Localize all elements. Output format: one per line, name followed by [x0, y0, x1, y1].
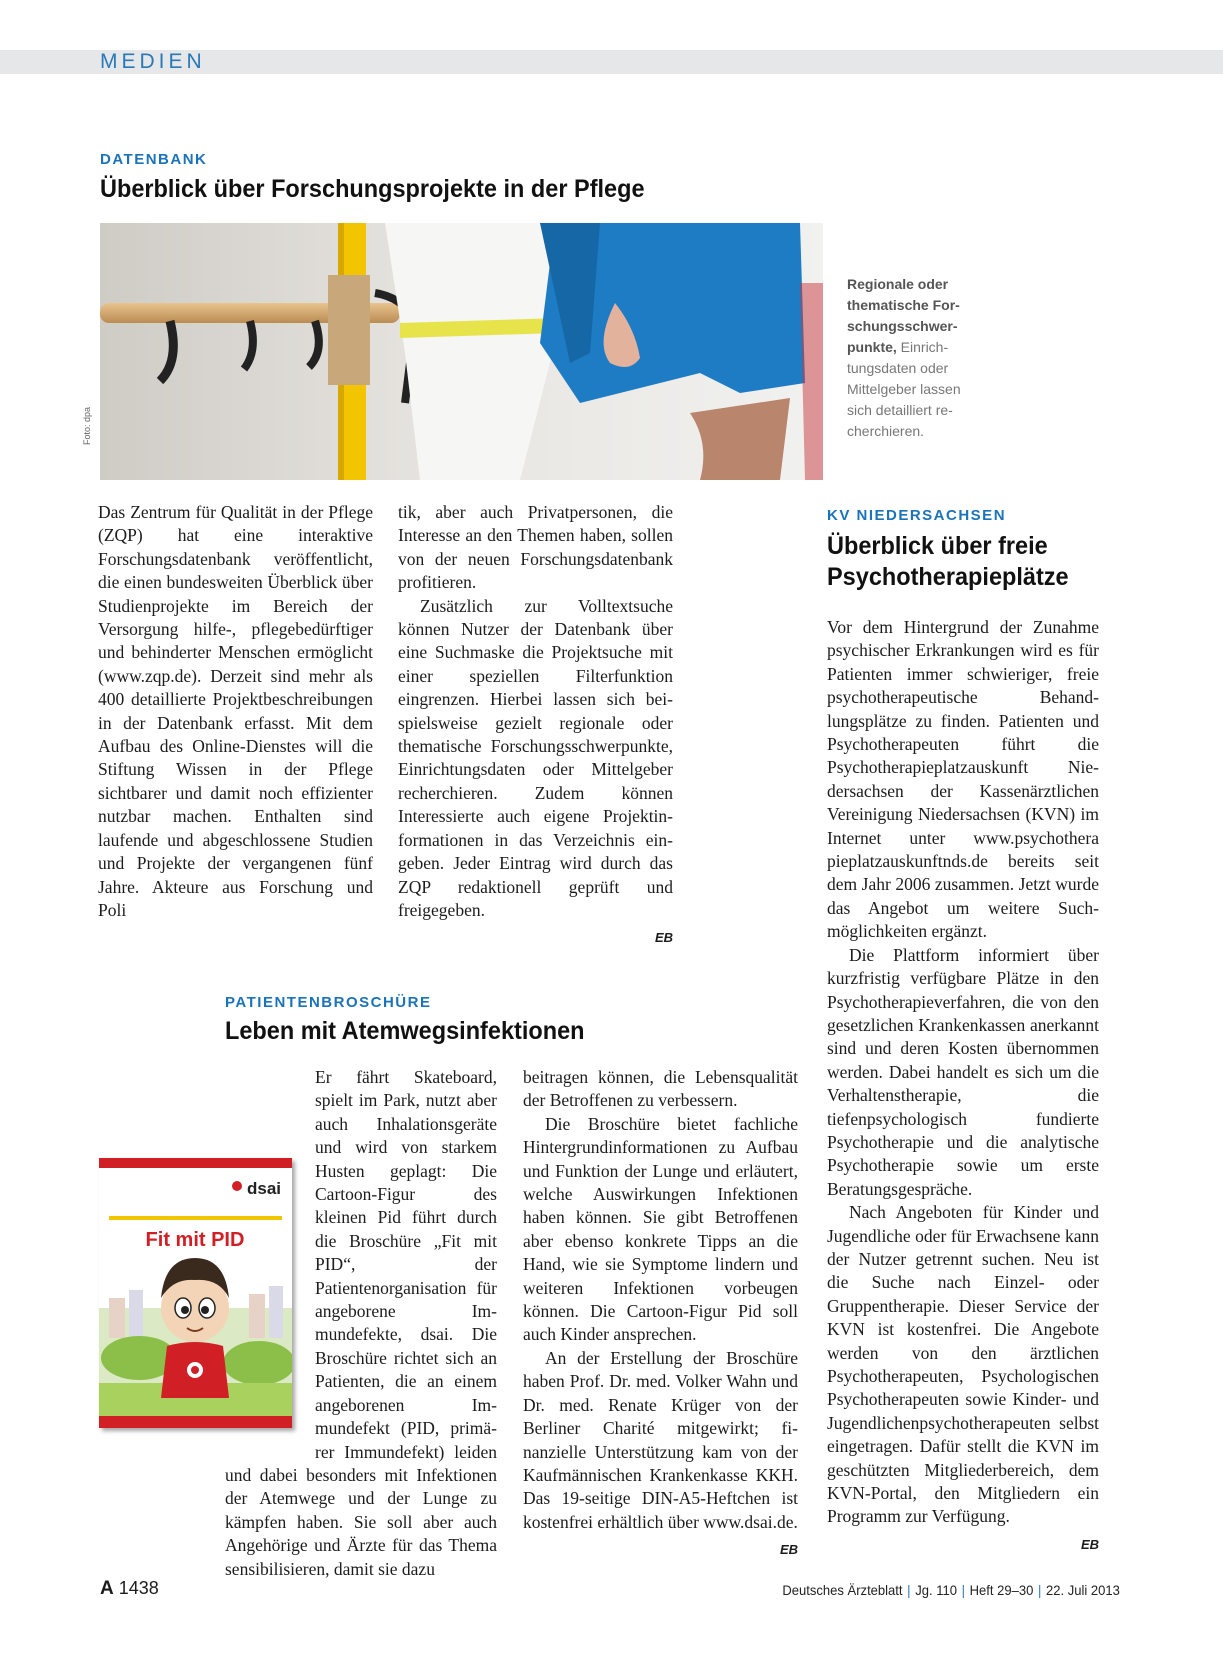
article3-column [827, 616, 1099, 1556]
article2-col1-text: Er fährt Skateboard, spielt im Park, nutzt aber auch Inhalationsgeräte und wird von starkem Husten geplagt: Die Cartoon-Figur des kleinen Pid führt durch die Broschüre „Fit mit PID“, der Patientenorganisation für angeborene Immundefekte, dsai. Die Broschüre richtet sich an Patienten, die an einem angeborenen Immundefekt (PID, primärer Immundefekt) leiden und dabei besonders mit Infektionen der Atemwege und der Lunge zu kämpfen haben. Sie soll aber auch Angehörige und Ärzte für das Thema sensibilisieren, damit sie dazu [225, 1067, 497, 1579]
journal-date: 22. Juli 2013 [1046, 1582, 1120, 1598]
footer-separator: | [961, 1582, 966, 1598]
rehab-walking-photo-illustration [100, 223, 823, 480]
page-letter: A [100, 1578, 114, 1599]
photo-caption [847, 274, 975, 442]
article1-author: EB [654, 930, 673, 946]
article1-column2 [398, 501, 673, 950]
article2-kicker: PATIENTENBROSCHÜRE [225, 994, 432, 1011]
journal-name: Deutsches Ärzteblatt [782, 1582, 903, 1598]
page-number [100, 1578, 159, 1600]
article2-col2-p2: Die Broschüre bietet fachliche Hintergrundinformationen zu Aufbau und Funktion der Lunge und erläutert, welche Auswirkungen Infektionen haben können. Sie gibt Betroffenen aber ebenso konkrete Tipps an die Hand, wie sie Symptome lindern und weiteren Infektionen vorbeugen können. Die Cartoon-Figur Pid soll auch Kinder ansprechen. [523, 1113, 798, 1345]
article2-headline: Leben mit Atemwegsinfektionen [225, 1017, 585, 1045]
page-number-value: 1438 [118, 1578, 159, 1598]
article1-headline: Überblick über Forschungsprojekte in der Pflege [100, 175, 645, 203]
article2-col2-p3: An der Erstellung der Broschüre haben Prof. Dr. med. Volker Wahn und Dr. med. Renate Krüger von der Berliner Charité mitgewirkt; finanzielle Unterstützung kam von der Kaufmännischen Krankenkasse KKH. Das 19-seitige DIN-A5-Heftchen ist kostenfrei erhältlich über www.dsai.de. [523, 1347, 798, 1532]
photo-caption-bold: Regionale oder thematische Forschungsschwerpunkte, [847, 276, 960, 355]
article1-col1-text: Das Zentrum für Qualität in der Pflege (ZQP) hat eine interaktive Forschungsdatenbank veröffentlicht, die einen bundesweiten Überblick über Studienprojekte im Bereich der Versorgung hilfe-, pflegebedürftiger und behinderter Menschen ermöglicht (www.zqp.de). Derzeit sind mehr als 400 detaillierte Projektbeschreibungen in der Datenbank erfasst. Mit dem Aufbau des Online-Dienstes will die Stiftung Wissen in der Pflege sichtbarer und damit noch effizienter nutzbar machen. Enthalten sind laufende und abgeschlossene Studien und Projekte der vergangenen fünf Jahre. Akteure aus Forschung und Poli [98, 502, 373, 920]
article2-col2-p1: beitragen können, die Lebensqualität der Betroffenen zu verbessern. [523, 1067, 798, 1111]
photo-credit: Foto: dpa [82, 406, 92, 445]
article1-kicker: DATENBANK [100, 151, 208, 168]
journal-volume: Jg. 110 [915, 1582, 958, 1598]
brochure-title: Fit mit PID [145, 1229, 245, 1251]
article1-col2-p1: tik, aber auch Privatpersonen, die Interesse an den Themen haben, sollen von der neuen Forschungsdatenbank profitieren. [398, 502, 673, 593]
article3-p1: Vor dem Hintergrund der Zunahme psychischer Erkrankungen wird es für Patienten immer schwieriger, freie psychotherapeutische Behandlungsplätze zu finden. Patienten und Psychotherapeuten führt die Psychotherapieplatzauskunft Niedersachsen der Kassenärztlichen Vereinigung Niedersachsen (KVN) im Internet unter www.psychothera pieplatzauskunftnds.de bereits seit dem Jahr 2006 zusammen. Jetzt wurde das Angebot um weitere Suchmöglichkeiten ergänzt. [827, 617, 1099, 942]
brochure-cover [99, 1158, 292, 1428]
footer-separator: | [1038, 1582, 1042, 1598]
brochure-cover-illustration [99, 1158, 292, 1428]
journal-footer [783, 1582, 1120, 1598]
article1-col2-p2: Zusätzlich zur Volltextsuche können Nutzer der Datenbank über eine Suchmaske die Projektsuche mit einer speziellen Filterfunktion eingrenzen. Hierbei lassen sich beispielsweise gezielt regionale oder thematische Forschungsschwerpunkte, Einrichtungsdaten oder Mittelgeber recherchieren. Zudem können Interessierte auch eigene Projektinformationen in das Verzeichnis eingeben. Jeder Eintrag wird durch das ZQP redaktionell geprüft und freigegeben. [398, 595, 673, 920]
section-label: MEDIEN [100, 50, 206, 73]
article3-p3: Nach Angeboten für Kinder und Jugendliche oder für Erwachsene kann der Nutzer getrennt suchen. Neu ist die Suche nach Einzel- oder Gruppentherapie. Dieser Service der KVN ist kostenfrei. Die Angebote werden von den ärztlichen Psychotherapeuten, Psychologischen Psychotherapeuten sowie Kinder- und Jugendlichenpsychotherapeuten selbst eingetragen. Dafür stellt die KVN im geschützten Mitgliederbereich, dem KVN-Portal, den Mitgliedern ein Programm zur Verfügung. [827, 1202, 1099, 1527]
article1-photo [100, 223, 823, 480]
article3-p2: Die Plattform informiert über kurzfristig verfügbare Plätze in den Psychotherapieverfahren, die von den gesetzlichen Krankenkassen anerkannt sind und deren Kosten übernommen werden. Dabei handelt es sich um die Verhaltenstherapie, die tiefenpsychologisch fundierte Psychotherapie und die analytische Psychotherapie sowie um erste Beratungsgespräche. [827, 944, 1099, 1199]
article3-kicker: KV NIEDERSACHSEN [827, 507, 1007, 524]
article3-author: EB [1080, 1536, 1099, 1552]
article2-author: EB [779, 1542, 798, 1558]
article1-column1 [98, 501, 373, 922]
article2-column2 [523, 1066, 798, 1562]
photo-caption-text: Einrichtungsdaten oder Mittelgeber lassen sich detailliert recherchieren. [847, 339, 961, 439]
brochure-logo: dsai [247, 1179, 282, 1198]
footer-separator: | [907, 1582, 911, 1598]
journal-issue: Heft 29–30 [969, 1582, 1034, 1598]
article3-headline: Überblick über freie Psychotherapieplätze [827, 532, 1069, 591]
